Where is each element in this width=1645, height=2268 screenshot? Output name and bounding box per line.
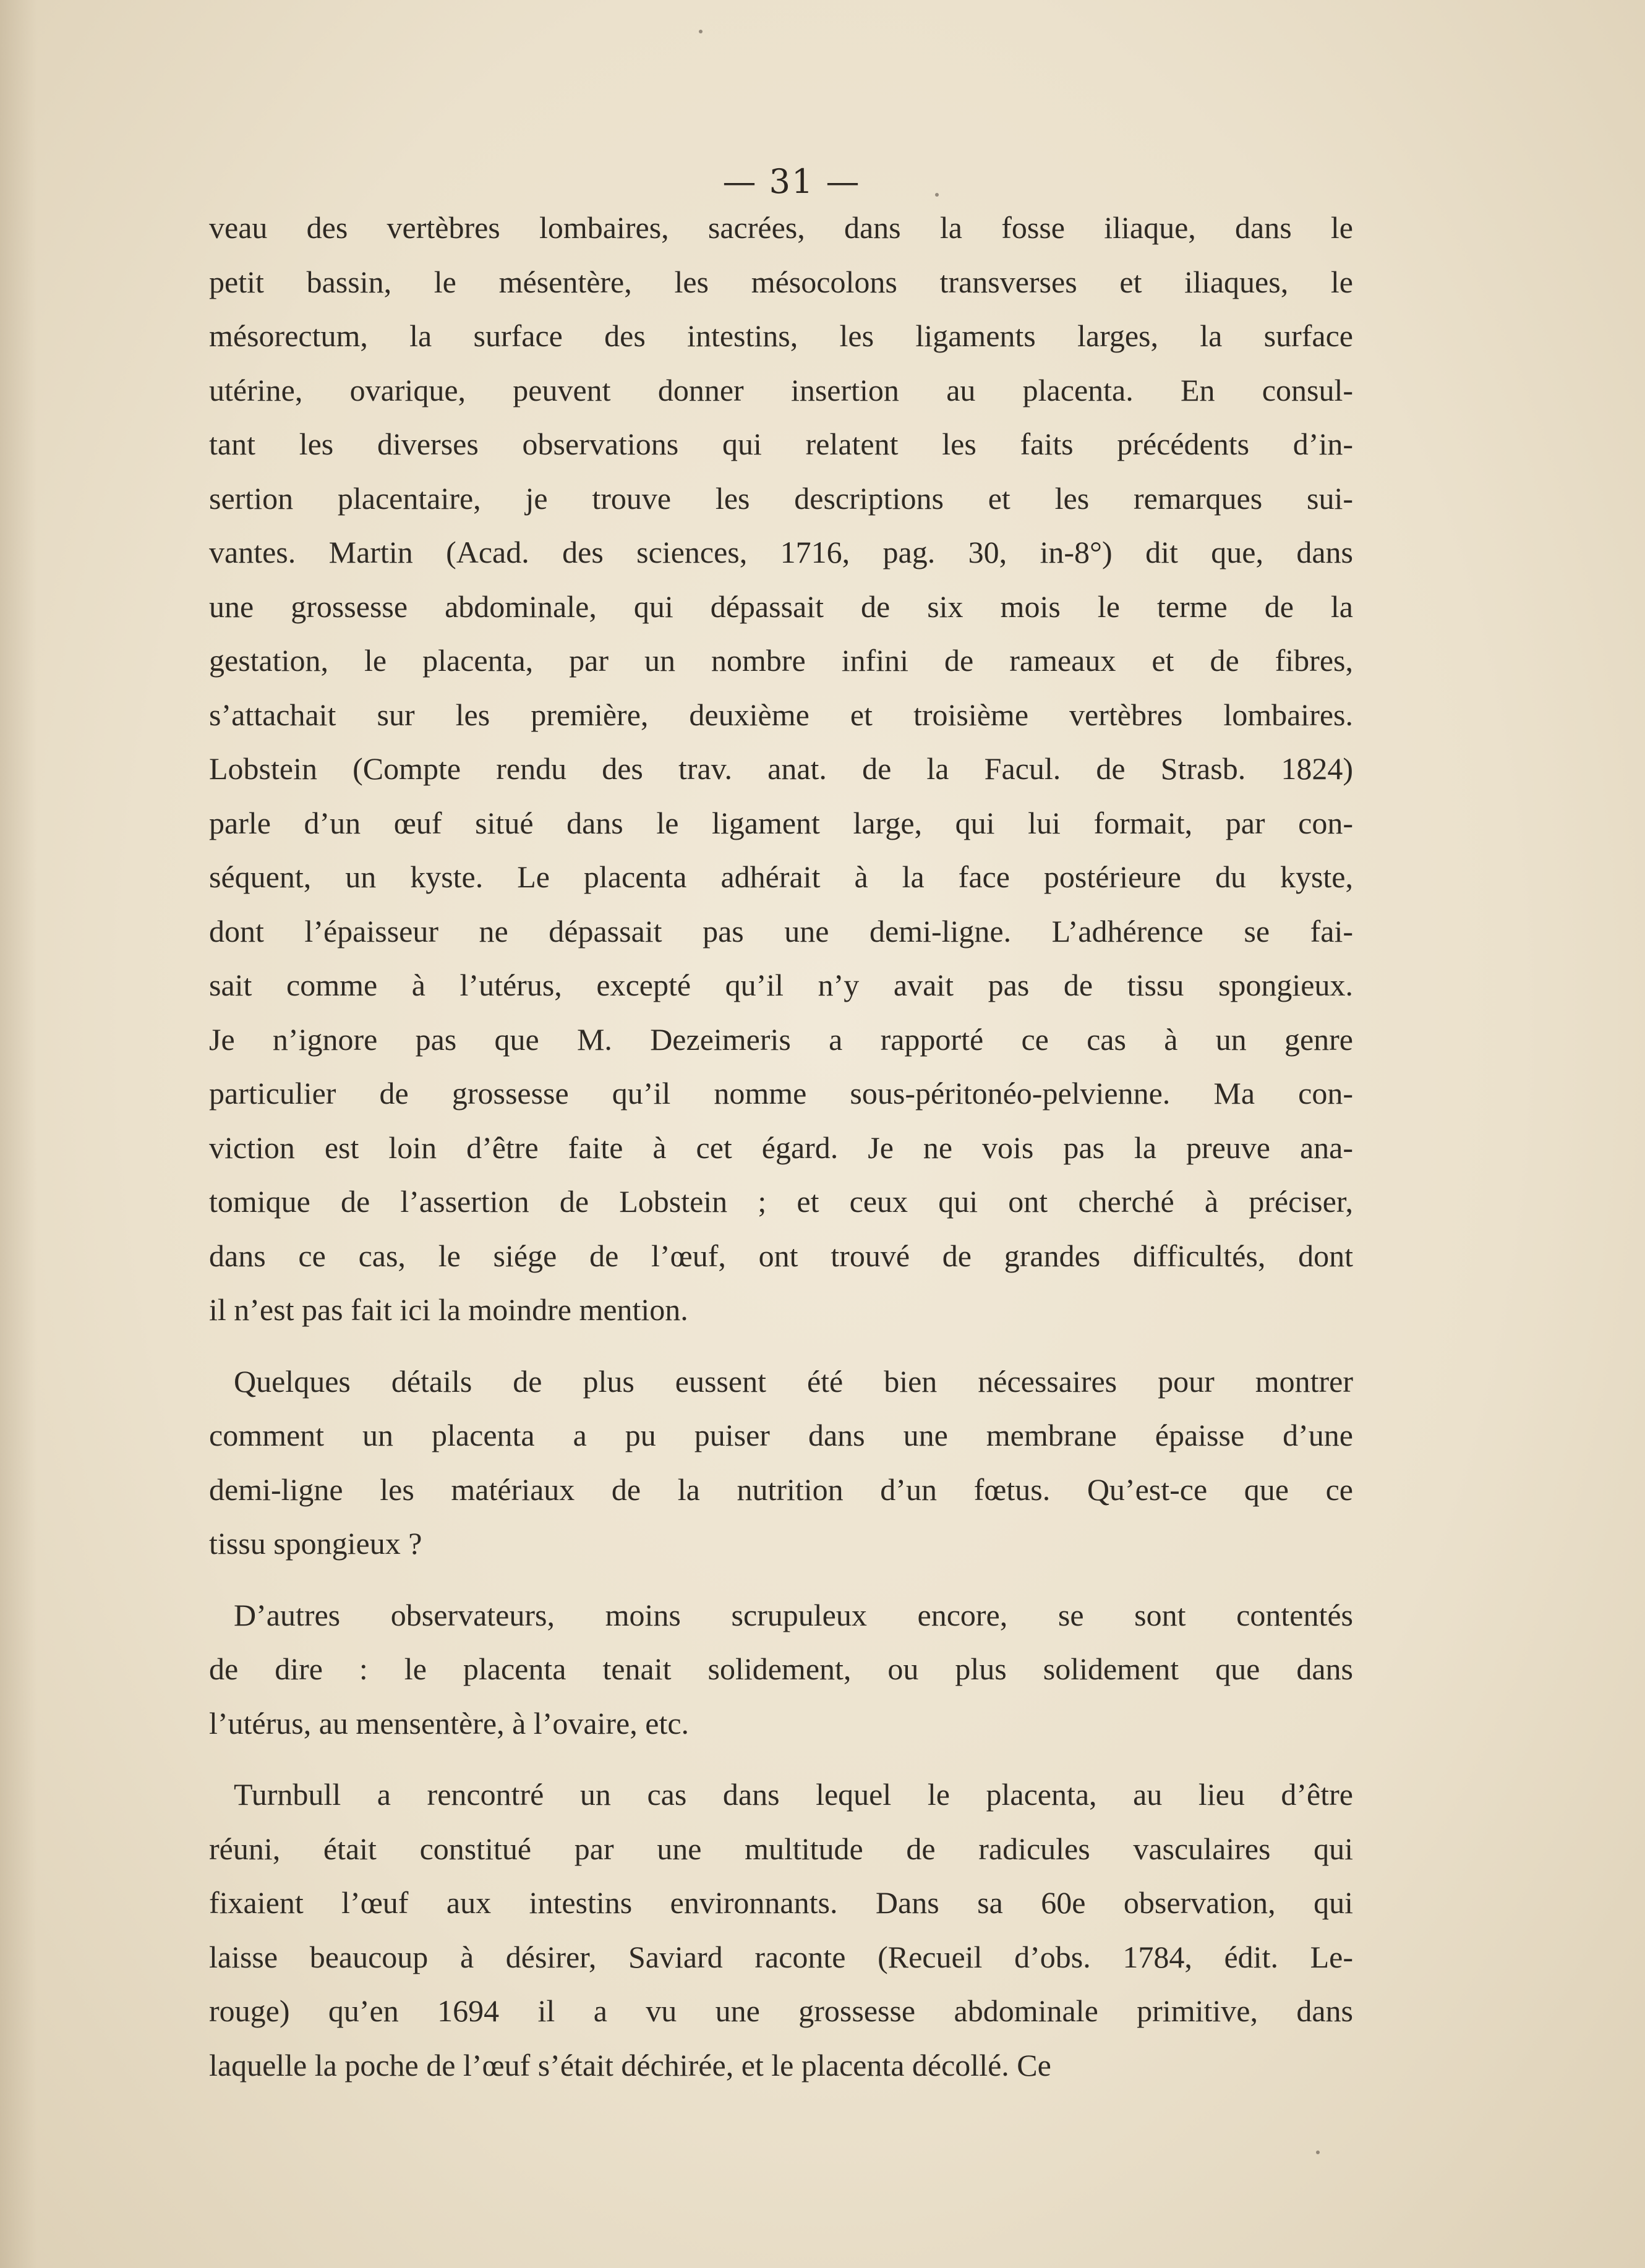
text-line: Quelques détails de plus eussent été bien nécessaires pour montrer [234, 1363, 1353, 1399]
paragraph [209, 1768, 1353, 2092]
text-line: s’attachait sur les première, deuxième et troisième vertèbres lombaires. [209, 697, 1353, 732]
body-text [209, 201, 1353, 2092]
paragraph [209, 201, 1353, 1337]
text-line: réuni, était constitué par une multitude de radicules vasculaires qui [209, 1831, 1353, 1866]
text-line: veau des vertèbres lombaires, sacrées, dans la fosse iliaque, dans le [209, 210, 1353, 245]
text-line: Je n’ignore pas que M. Dezeimeris a rapporté ce cas à un genre [209, 1021, 1353, 1057]
text-line: Turnbull a rencontré un cas dans lequel le placenta, au lieu d’être [234, 1777, 1353, 1812]
text-line: rouge) qu’en 1694 il a vu une grossesse abdominale primitive, dans [209, 1993, 1353, 2028]
text-line: l’utérus, au mensentère, à l’ovaire, etc. [209, 1705, 690, 1741]
text-line: demi-ligne les matériaux de la nutrition d’un fœtus. Qu’est-ce que ce [209, 1472, 1353, 1507]
text-line: sait comme à l’utérus, excepté qu’il n’y avait pas de tissu spongieux. [209, 968, 1353, 1002]
text-line: Lobstein (Compte rendu des trav. anat. de la Facul. de Strasb. 1824) [209, 751, 1353, 786]
paragraph [209, 1588, 1353, 1751]
paragraph-gap [209, 1750, 1353, 1768]
text-line: dans ce cas, le siége de l’œuf, ont trouvé de grandes difficultés, dont [209, 1238, 1353, 1273]
text-line: gestation, le placenta, par un nombre infini de rameaux et de fibres, [209, 643, 1353, 678]
text-line: mésorectum, la surface des intestins, les ligaments larges, la surface [209, 318, 1353, 353]
text-line: utérine, ovarique, peuvent donner insertion au placenta. En consul- [209, 372, 1353, 407]
text-line: particulier de grossesse qu’il nomme sous-péritonéo-pelvienne. Ma con- [209, 1076, 1353, 1111]
paragraph-gap [209, 1571, 1353, 1588]
text-line: de dire : le placenta tenait solidement, ou plus solidement que dans [209, 1652, 1353, 1686]
text-line: tomique de l’assertion de Lobstein ; et ceux qui ont cherché à préciser, [209, 1184, 1353, 1219]
text-line: sertion placentaire, je trouve les descriptions et les remarques sui- [209, 480, 1353, 516]
text-line: vantes. Martin (Acad. des sciences, 1716, pag. 30, in-8°) dit que, dans [209, 535, 1353, 569]
text-line: fixaient l’œuf aux intestins environnants. Dans sa 60e observation, qui [209, 1885, 1353, 1920]
text-line: D’autres observateurs, moins scrupuleux encore, se sont contentés [234, 1597, 1353, 1632]
text-line: dont l’épaisseur ne dépassait pas une demi-ligne. L’adhérence se fai- [209, 913, 1353, 949]
text-line: tant les diverses observations qui relatent les faits précédents d’in- [209, 427, 1353, 461]
text-line: parle d’un œuf situé dans le ligament large, qui lui formait, par con- [209, 805, 1353, 840]
text-line: laquelle la poche de l’œuf s’était déchirée, et le placenta décollé. Ce [209, 2047, 1051, 2083]
page-edge-shadow [0, 0, 37, 2268]
paragraph [209, 1355, 1353, 1571]
text-line: comment un placenta a pu puiser dans une membrane épaisse d’une [209, 1418, 1353, 1452]
text-line: une grossesse abdominale, qui dépassait de six mois le terme de la [209, 589, 1353, 624]
text-line: il n’est pas fait ici la moindre mention. [209, 1292, 688, 1327]
paragraph-gap [209, 1337, 1353, 1355]
text-line: tissu spongieux ? [209, 1526, 422, 1561]
text-line: petit bassin, le mésentère, les mésocolons transverses et iliaques, le [209, 264, 1353, 299]
paper-speck [1316, 2151, 1320, 2154]
text-line: viction est loin d’être faite à cet égard. Je ne vois pas la preuve ana- [209, 1130, 1353, 1165]
paper-speck [935, 193, 939, 197]
text-line: séquent, un kyste. Le placenta adhérait à la face postérieure du kyste, [209, 859, 1353, 894]
text-line: laisse beaucoup à désirer, Saviard raconte (Recueil d’obs. 1784, édit. Le- [209, 1939, 1353, 1974]
paper-speck [699, 30, 703, 33]
page-number: — 31 — [722, 162, 861, 201]
